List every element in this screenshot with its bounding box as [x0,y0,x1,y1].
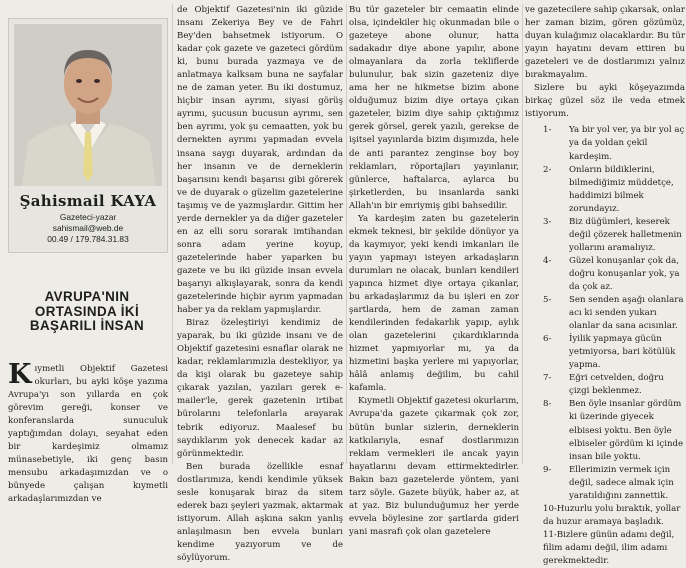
article-column-3 [349,4,519,537]
list-text: Eğri cetvelden, doğru çizgi beklenmez. [569,373,664,397]
list-text: Ya bir yol ver, ya bir yol aç ya da yoldan çekil kardeşim. [569,125,685,162]
list-text: 10-Huzurlu yolu bıraktık, yollar da huzur aramaya başladık. [543,503,681,527]
list-item [525,294,685,333]
quotes-list [525,124,685,568]
author-phone: 00.49 / 179.784.31.83 [47,234,129,244]
intro-text: ıymetli Objektif Gazetesi okurları, bu ayki köşe yazıma Avrupa'yı son yıllarda en çok görevim gereği, konser ve konferanslarda sunuculuk yaptığımdan dolayı, seyahat eden bir kardeşimiz olmamız münasebetiyle, iki genç basın mensubu arkadaşımızdan ve o bünyede çalışan kıymetli arkadaşlarımızdan ve [8,364,168,505]
list-item [525,333,685,372]
article-column-2 [177,4,343,563]
list-item [525,398,685,463]
paragraph: de Objektif Gazetesi'nin iki güzide insanı Zekeriya Bey ve de Fahri Bey'den bahsetmek istiyorum. O kadar çok gazete ve gazeteci gördüm ki, bunu burada yazmaya ve de anlatmaya kalksam buna ne sayfalar ne de zaman yeter. Bu iki dostumuz, hiçbir insan ayrımı, siyasi görüş ayrımı, şucusun bucusun ayrımı, sen ben ayrımı, yok şu cemaatten, yok bu dernekten ayrımı yapmadan evvela insana saygı duyarak, ardından da her insanın ve de derneklerin başarısını kendi başarısı gibi görerek ve de duyarak o güzelim gazetelerine taşımış ve de yazmışlardır. Gittim her yerde dernekler ya da diğer gazeteler en az elli soru sorarak imtihandan sonra adam yerine koyup, gazetelerinde haber yaparken bu gazete ve bu iki güzide insan evvela başarıyı alkışlayarak, sonra da kendi gazetelerinde hiçbir ayrım yapmadan haber ya da reklam yapmışlardır. [177,5,343,316]
author-box [8,18,168,253]
list-item [525,164,685,216]
list-item [525,503,685,529]
list-text: Sen senden aşağı olanlara acı ki senden yukarı olanlar da sana acısınlar. [569,295,684,332]
list-item [525,255,685,294]
article-intro [8,359,168,507]
author-role: Gazeteci-yazar [59,212,117,222]
author-portrait-image [14,24,162,186]
author-email[interactable]: sahismail@web.de [52,223,124,233]
list-number: 6- [543,334,552,345]
author-photo [14,24,162,186]
list-item [525,464,685,503]
column-divider [346,4,347,464]
article-headline [8,290,166,334]
list-number: 4- [543,255,552,266]
list-text: 11-Bizlere günün adamı değil, filim adamı değil, ilim adamı gerekmektedir. [543,529,675,566]
headline-line-1: AVRUPA'NIN [44,289,130,304]
paragraph: Bu tür gazeteler bir cemaatin elinde olsa, içindekiler hiç okunmadan bile o gazeteye abone olunur, hatta sadakadır diye abone yapılır, abone olmayanlara da zorla tekliflerde bulunulur, bak sizin gazeteniz diye ama her ne hikmetse bizim abone olduğumuz bizim diye ortaya çıkan gazeteler, bizim diye sahip çıktığımız gerek görsel, gerek yazılı, gerekse de işitsel yayınlarda bizim dışımızda, hele de anti parantez zenginse boy boy reklamları, röportajları yayınlanır, günlerce, haftalarca, aylarca bu şirketlerden, bu insanlarda sanki Allah'ın bir emriymiş gibi bahsedilir. [349,5,519,211]
list-item [525,216,685,255]
list-text: İyilik yapmaya gücün yetmiyorsa, bari kötülük yapma. [569,334,676,371]
paragraph: Sizlere bu ayki köşeyazımda birkaç güzel söz ile veda etmek istiyorum. [525,83,685,120]
paragraph: Ben burada özellikle esnaf dostlarımıza, kendi kendimle yüksek sesle konuşarak biraz da sitem ederek bazı şeyleri yazmak, aktarmak istiyorum. Allah aşkına sakın yanlış anlaşılmasın ben evvela bunları kendime yazıyorum ve de söylüyorum. [177,461,343,563]
author-name: Şahismail KAYA [19,192,157,210]
list-number: 5- [543,295,552,306]
column-divider [522,4,523,464]
column-divider [172,4,173,464]
paragraph: ve gazetecilere sahip çıkarsak, onlar her zaman bizim, gören gözümüz, duyan kulağımız olacaklardır. Bu tür yayın hayatını devam ettiren bu gazeteleri ve de dostlarımızı yalnız bırakmayalım. [525,5,685,81]
headline-line-2: ORTASINDA İKİ [34,303,140,319]
list-item [525,124,685,163]
list-number: 3- [543,216,552,227]
list-text: Ellerimizin vermek için değil, sadece almak için yaratıldığını zannettik. [569,464,674,501]
list-number: 1- [543,125,552,136]
paragraph: Biraz özeleştiriyi kendimiz de yaparak, bu iki güzide insanı ve de Objektif gazetesini esnaflar olarak ne kadar, reklamlarımızla destekliyor, ya da kişi olarak bu gazeteye sahip çıkarak yazılan, yazıları gerek e-mailer'le, gerek gazetenin irtibat bürolarını telefonlarla arayarak tebrik ediyoruz. Maalesef bu saydıklarım yok denecek kadar az görünmektedir. [177,318,343,459]
list-item [525,529,685,568]
article-column-4 [525,4,685,566]
paragraph: Ya kardeşim zaten bu gazetelerin ekmek teknesi, bir şekilde dönüyor ya da kaymıyor, yeki kendi imkanları ile yayın yapmayı isteyen arkadaşların durumları ne olacak, bunları kendileri yapınca hizmet diye ortaya çıkanlar, bu arkadaşlarımız da bu işleri en zor şartlarda, hem de zaman zaman kendilerinden fedakarlık yapıp, aylık olan gazetelerini çıkardıklarında hizmet yapmıyorlar mı, ya da hizmetini başka yerlere mi yapıyorlar, hâlâ anlamış değilim, bu cahil kafamla. [349,213,519,394]
headline-line-3: BAŞARILI İNSAN [29,318,145,333]
paragraph: Kıymetli Objektif gazetesi okurlarım, Avrupa'da gazete çıkarmak çok zor, bütün bunlar sizlerin, derneklerin katkılarıyla, esnaf dostlarımızın reklam vermekleri ile ancak yayın hayatlarını devam ettirmektedirler. Bakın bazı gazetelerde yöntem, yani tarz söyle. Gazete büyük, haber az, at at yaz. Biz bulunduğumuz her yerde evvela böylesine zor şartlarda gideri yani masrafı çok olan gazetelere [349,396,519,537]
list-number: 2- [543,164,552,175]
list-text: Onların bildiklerini, bilmediğimiz müddetçe, haddimizi bilmek zorundayız. [569,164,674,214]
list-text: Biz düğümleri, keserek değil çözerek halletmenin yollarını aramalıyız. [569,216,682,253]
list-text: Ben öyle insanlar gördüm ki üzerinde giyecek elbisesi yoktu. Ben öyle elbiseler gördüm ki içinde insan bile yoktu. [569,399,684,462]
list-number: 9- [543,464,552,475]
list-item [525,372,685,398]
list-number: 8- [543,399,552,410]
list-text: Güzel konuşanlar çok da, doğru konuşanlar yok, ya da çok az. [569,255,680,292]
drop-cap: K [8,359,32,390]
list-number: 7- [543,373,552,384]
